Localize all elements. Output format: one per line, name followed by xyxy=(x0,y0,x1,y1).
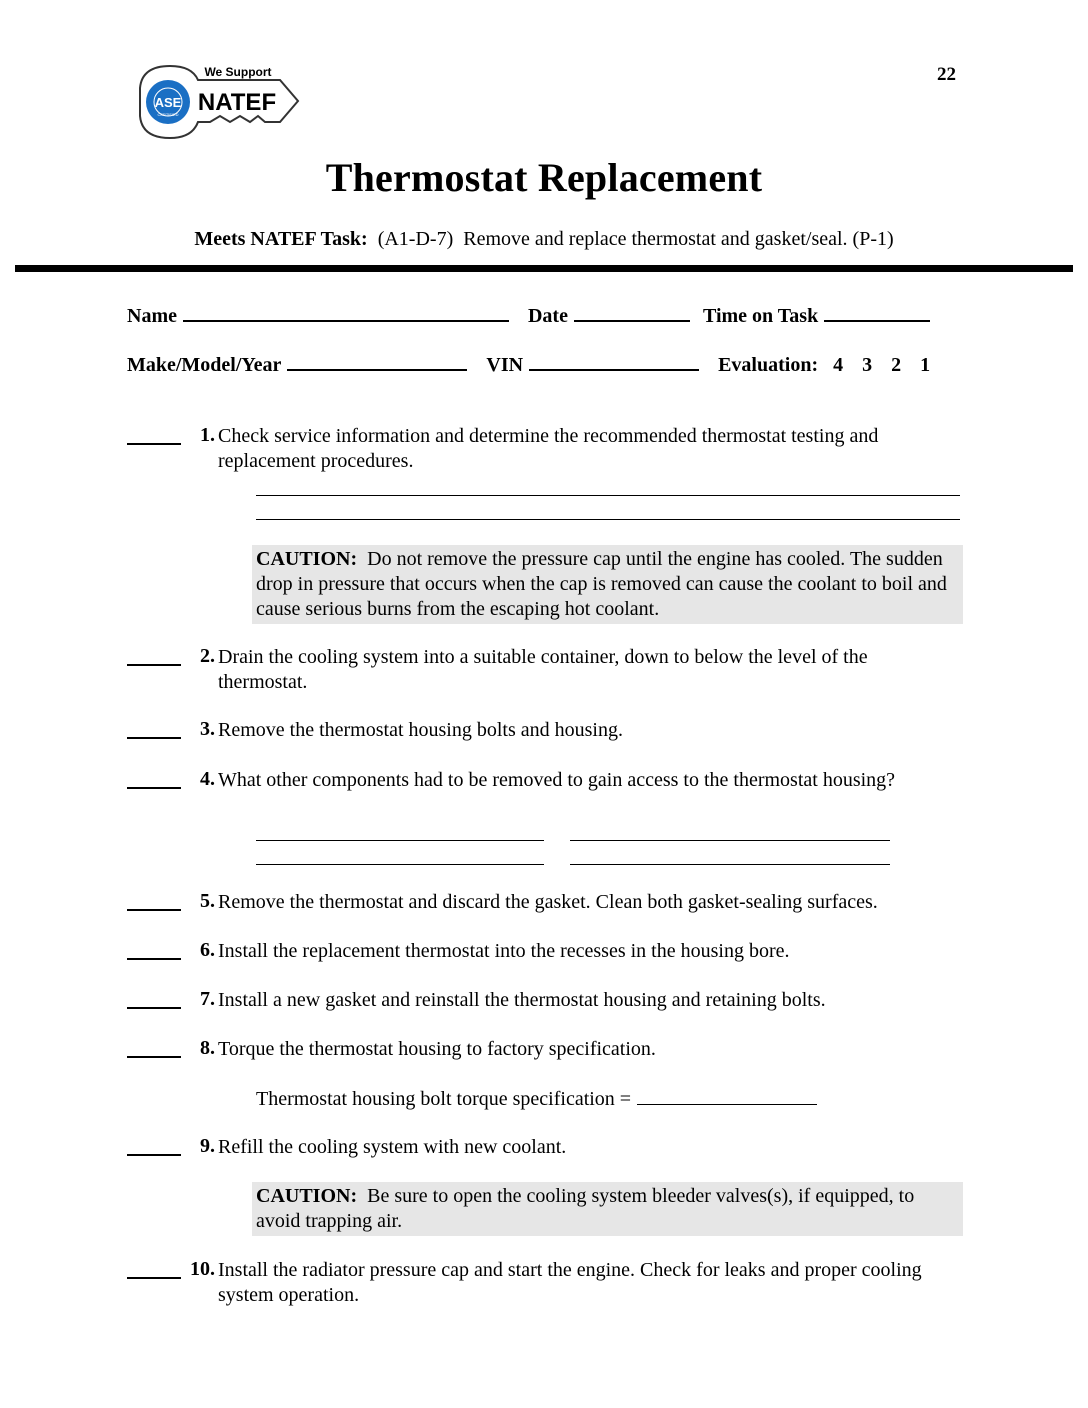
date-label: Date xyxy=(527,305,568,327)
answer-line[interactable] xyxy=(256,495,960,496)
name-label: Name xyxy=(127,305,177,327)
answer-line[interactable] xyxy=(256,864,544,865)
vin-label: VIN xyxy=(486,354,524,376)
answer-line[interactable] xyxy=(570,864,890,865)
step-checkbox-line[interactable] xyxy=(127,909,181,911)
step-checkbox-line[interactable] xyxy=(127,1277,181,1279)
natef-logo xyxy=(130,58,310,144)
answer-line[interactable] xyxy=(570,840,890,841)
torque-spec-label: Thermostat housing bolt torque specification = xyxy=(256,1088,632,1110)
answer-line[interactable] xyxy=(256,840,544,841)
time-on-task-label: Time on Task xyxy=(702,305,819,327)
field-row-1 xyxy=(127,302,930,328)
step-checkbox-line[interactable] xyxy=(127,1007,181,1009)
svg-text:CERTIFIED: CERTIFIED xyxy=(157,112,179,117)
vin-field[interactable] xyxy=(529,351,699,371)
step-checkbox-line[interactable] xyxy=(127,1154,181,1156)
evaluation-option-3[interactable]: 3 xyxy=(862,354,873,376)
page-title: Thermostat Replacement xyxy=(325,155,763,200)
caution-box: CAUTION: Be sure to open the cooling system bleeder valves(s), if equipped, to avoid trapping air. xyxy=(252,1182,963,1236)
logo-top-text: We Support xyxy=(204,65,272,79)
task-label: Meets NATEF Task: xyxy=(194,228,368,250)
logo-main-text: NATEF xyxy=(197,89,277,116)
logo-badge-text: ASE xyxy=(154,95,182,110)
torque-spec-field[interactable] xyxy=(637,1086,817,1105)
evaluation-label: Evaluation: xyxy=(718,354,819,376)
step-checkbox-line[interactable] xyxy=(127,958,181,960)
answer-line[interactable] xyxy=(256,519,960,520)
torque-spec-row xyxy=(256,1086,817,1111)
task-code: (A1-D-7) xyxy=(377,228,454,250)
step-checkbox-line[interactable] xyxy=(127,737,181,739)
time-on-task-field[interactable] xyxy=(824,302,930,322)
natef-task-line xyxy=(0,228,1088,251)
evaluation-option-4[interactable]: 4 xyxy=(833,354,844,376)
header-divider xyxy=(15,265,1073,272)
name-field[interactable] xyxy=(183,302,509,322)
evaluation-option-1[interactable]: 1 xyxy=(920,354,931,376)
step-checkbox-line[interactable] xyxy=(127,664,181,666)
caution-box: CAUTION: Do not remove the pressure cap until the engine has cooled. The sudden drop in pressure that occurs when the cap is removed can cause the coolant to boil and cause serious burns from the escaping hot coolant. xyxy=(252,545,963,624)
key-logo-icon xyxy=(130,58,310,144)
step-checkbox-line[interactable] xyxy=(127,787,181,789)
make-model-year-field[interactable] xyxy=(287,351,467,371)
field-row-2 xyxy=(127,351,930,377)
step-checkbox-line[interactable] xyxy=(127,443,181,445)
make-model-year-label: Make/Model/Year xyxy=(127,354,282,376)
page-number: 22 xyxy=(937,64,956,85)
step-checkbox-line[interactable] xyxy=(127,1056,181,1058)
evaluation-option-2[interactable]: 2 xyxy=(891,354,902,376)
date-field[interactable] xyxy=(574,302,690,322)
task-description: Remove and replace thermostat and gasket/seal. (P-1) xyxy=(463,228,894,250)
